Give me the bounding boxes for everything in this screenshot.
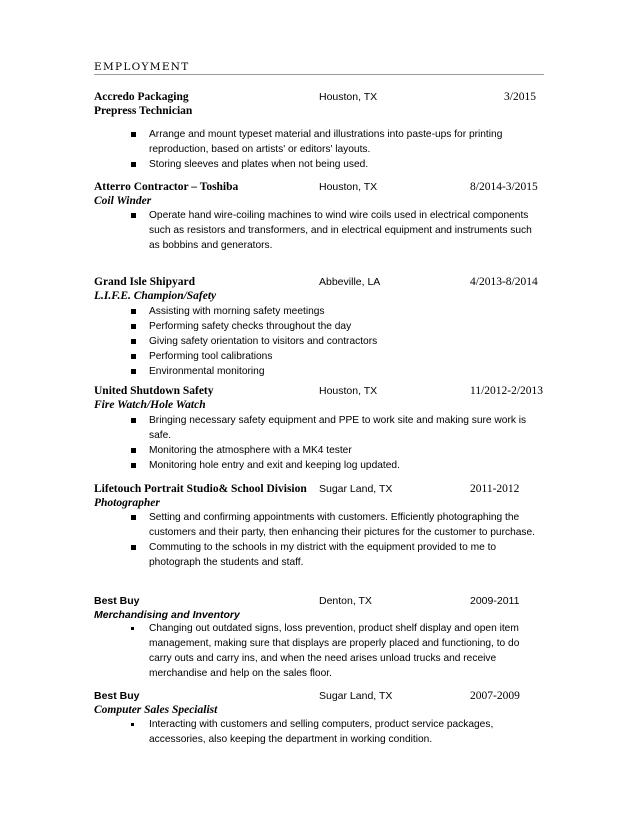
- list-item: Performing safety checks throughout the day: [131, 319, 544, 334]
- job-duties: [131, 621, 544, 681]
- bullet-icon: [131, 463, 136, 468]
- job-location: Houston, TX: [319, 91, 378, 103]
- list-item: Environmental monitoring: [131, 364, 544, 379]
- section-divider: [94, 74, 544, 75]
- bullet-icon: [131, 369, 136, 374]
- job-location: Houston, TX: [319, 181, 378, 193]
- bullet-icon: [131, 418, 136, 423]
- list-item: Assisting with morning safety meetings: [131, 304, 544, 319]
- job-location: Houston, TX: [319, 385, 378, 397]
- bullet-icon: [131, 545, 136, 550]
- list-item: Monitoring the atmosphere with a MK4 tester: [131, 443, 544, 458]
- bullet-icon: [131, 354, 136, 359]
- list-item: Interacting with customers and selling computers, product service packages, accessories, also keeping the department in working condition.: [131, 717, 544, 747]
- job-location: Denton, TX: [319, 595, 372, 607]
- job-date: 2007-2009: [470, 690, 520, 702]
- list-item: Arrange and mount typeset material and illustrations into paste-ups for printing reproduction, based on artists' or editors' layouts.: [131, 127, 544, 157]
- bullet-icon: [131, 162, 136, 167]
- list-item: Bringing necessary safety equipment and PPE to work site and making sure work is safe.: [131, 413, 544, 443]
- list-item: Giving safety orientation to visitors and contractors: [131, 334, 544, 349]
- job-date: 11/2012-2/2013: [470, 385, 544, 397]
- job-duties: [131, 510, 544, 570]
- list-item: Setting and confirming appointments with customers. Efficiently photographing the customers and their party, then enhancing their pictures for the customer to purchase.: [131, 510, 544, 540]
- company-name: United Shutdown Safety: [94, 385, 214, 397]
- bullet-icon: [131, 324, 136, 329]
- job-date: 2009-2011: [470, 595, 520, 607]
- job-location: Abbeville, LA: [319, 276, 381, 288]
- bullet-icon: [131, 339, 136, 344]
- bullet-icon: [131, 213, 136, 218]
- bullet-icon: [131, 723, 134, 726]
- bullet-icon: [131, 132, 136, 137]
- job-duties: [131, 717, 544, 747]
- job-date: 4/2013-8/2014: [470, 276, 538, 288]
- list-item: Performing tool calibrations: [131, 349, 544, 364]
- job-duties: [131, 127, 544, 172]
- job-title: L.I.F.E. Champion/Safety: [94, 290, 217, 302]
- job-title: Computer Sales Specialist: [94, 704, 218, 716]
- job-duties: [131, 304, 544, 379]
- bullet-icon: [131, 515, 136, 520]
- job-location: Sugar Land, TX: [319, 690, 393, 702]
- company-name: Atterro Contractor – Toshiba: [94, 181, 239, 193]
- list-item: Storing sleeves and plates when not being used.: [131, 157, 544, 172]
- job-title: Merchandising and Inventory: [94, 609, 240, 621]
- job-date: 2011-2012: [470, 483, 520, 495]
- job-date: 8/2014-3/2015: [470, 181, 538, 193]
- section-heading: EMPLOYMENT: [94, 61, 190, 73]
- job-duties: [131, 208, 544, 253]
- company-name: Best Buy: [94, 690, 140, 702]
- list-item: Commuting to the schools in my district with the equipment provided to me to photograph the students and staff.: [131, 540, 544, 570]
- list-item: Operate hand wire-coiling machines to wind wire coils used in electrical components such as resistors and transformers, and in electrical equipment and instruments such as bobbins and generators.: [131, 208, 544, 253]
- job-title: Prepress Technician: [94, 105, 193, 117]
- company-name: Lifetouch Portrait Studio& School Division: [94, 483, 307, 495]
- list-item: Monitoring hole entry and exit and keeping log updated.: [131, 458, 544, 473]
- job-title: Coil Winder: [94, 195, 152, 207]
- company-name: Best Buy: [94, 595, 140, 607]
- job-title: Photographer: [94, 497, 160, 509]
- company-name: Accredo Packaging: [94, 91, 189, 103]
- job-title: Fire Watch/Hole Watch: [94, 399, 206, 411]
- job-duties: [131, 413, 544, 473]
- job-location: Sugar Land, TX: [319, 483, 393, 495]
- bullet-icon: [131, 448, 136, 453]
- list-item: Changing out outdated signs, loss prevention, product shelf display and open item management, making sure that displays are properly placed and functioning, to do carry outs and carry ins, and when the need arises unload trucks and receive merchandise and help on the sales floor.: [131, 621, 544, 681]
- job-date: 3/2015: [504, 91, 536, 103]
- bullet-icon: [131, 309, 136, 314]
- bullet-icon: [131, 627, 134, 630]
- company-name: Grand Isle Shipyard: [94, 276, 195, 288]
